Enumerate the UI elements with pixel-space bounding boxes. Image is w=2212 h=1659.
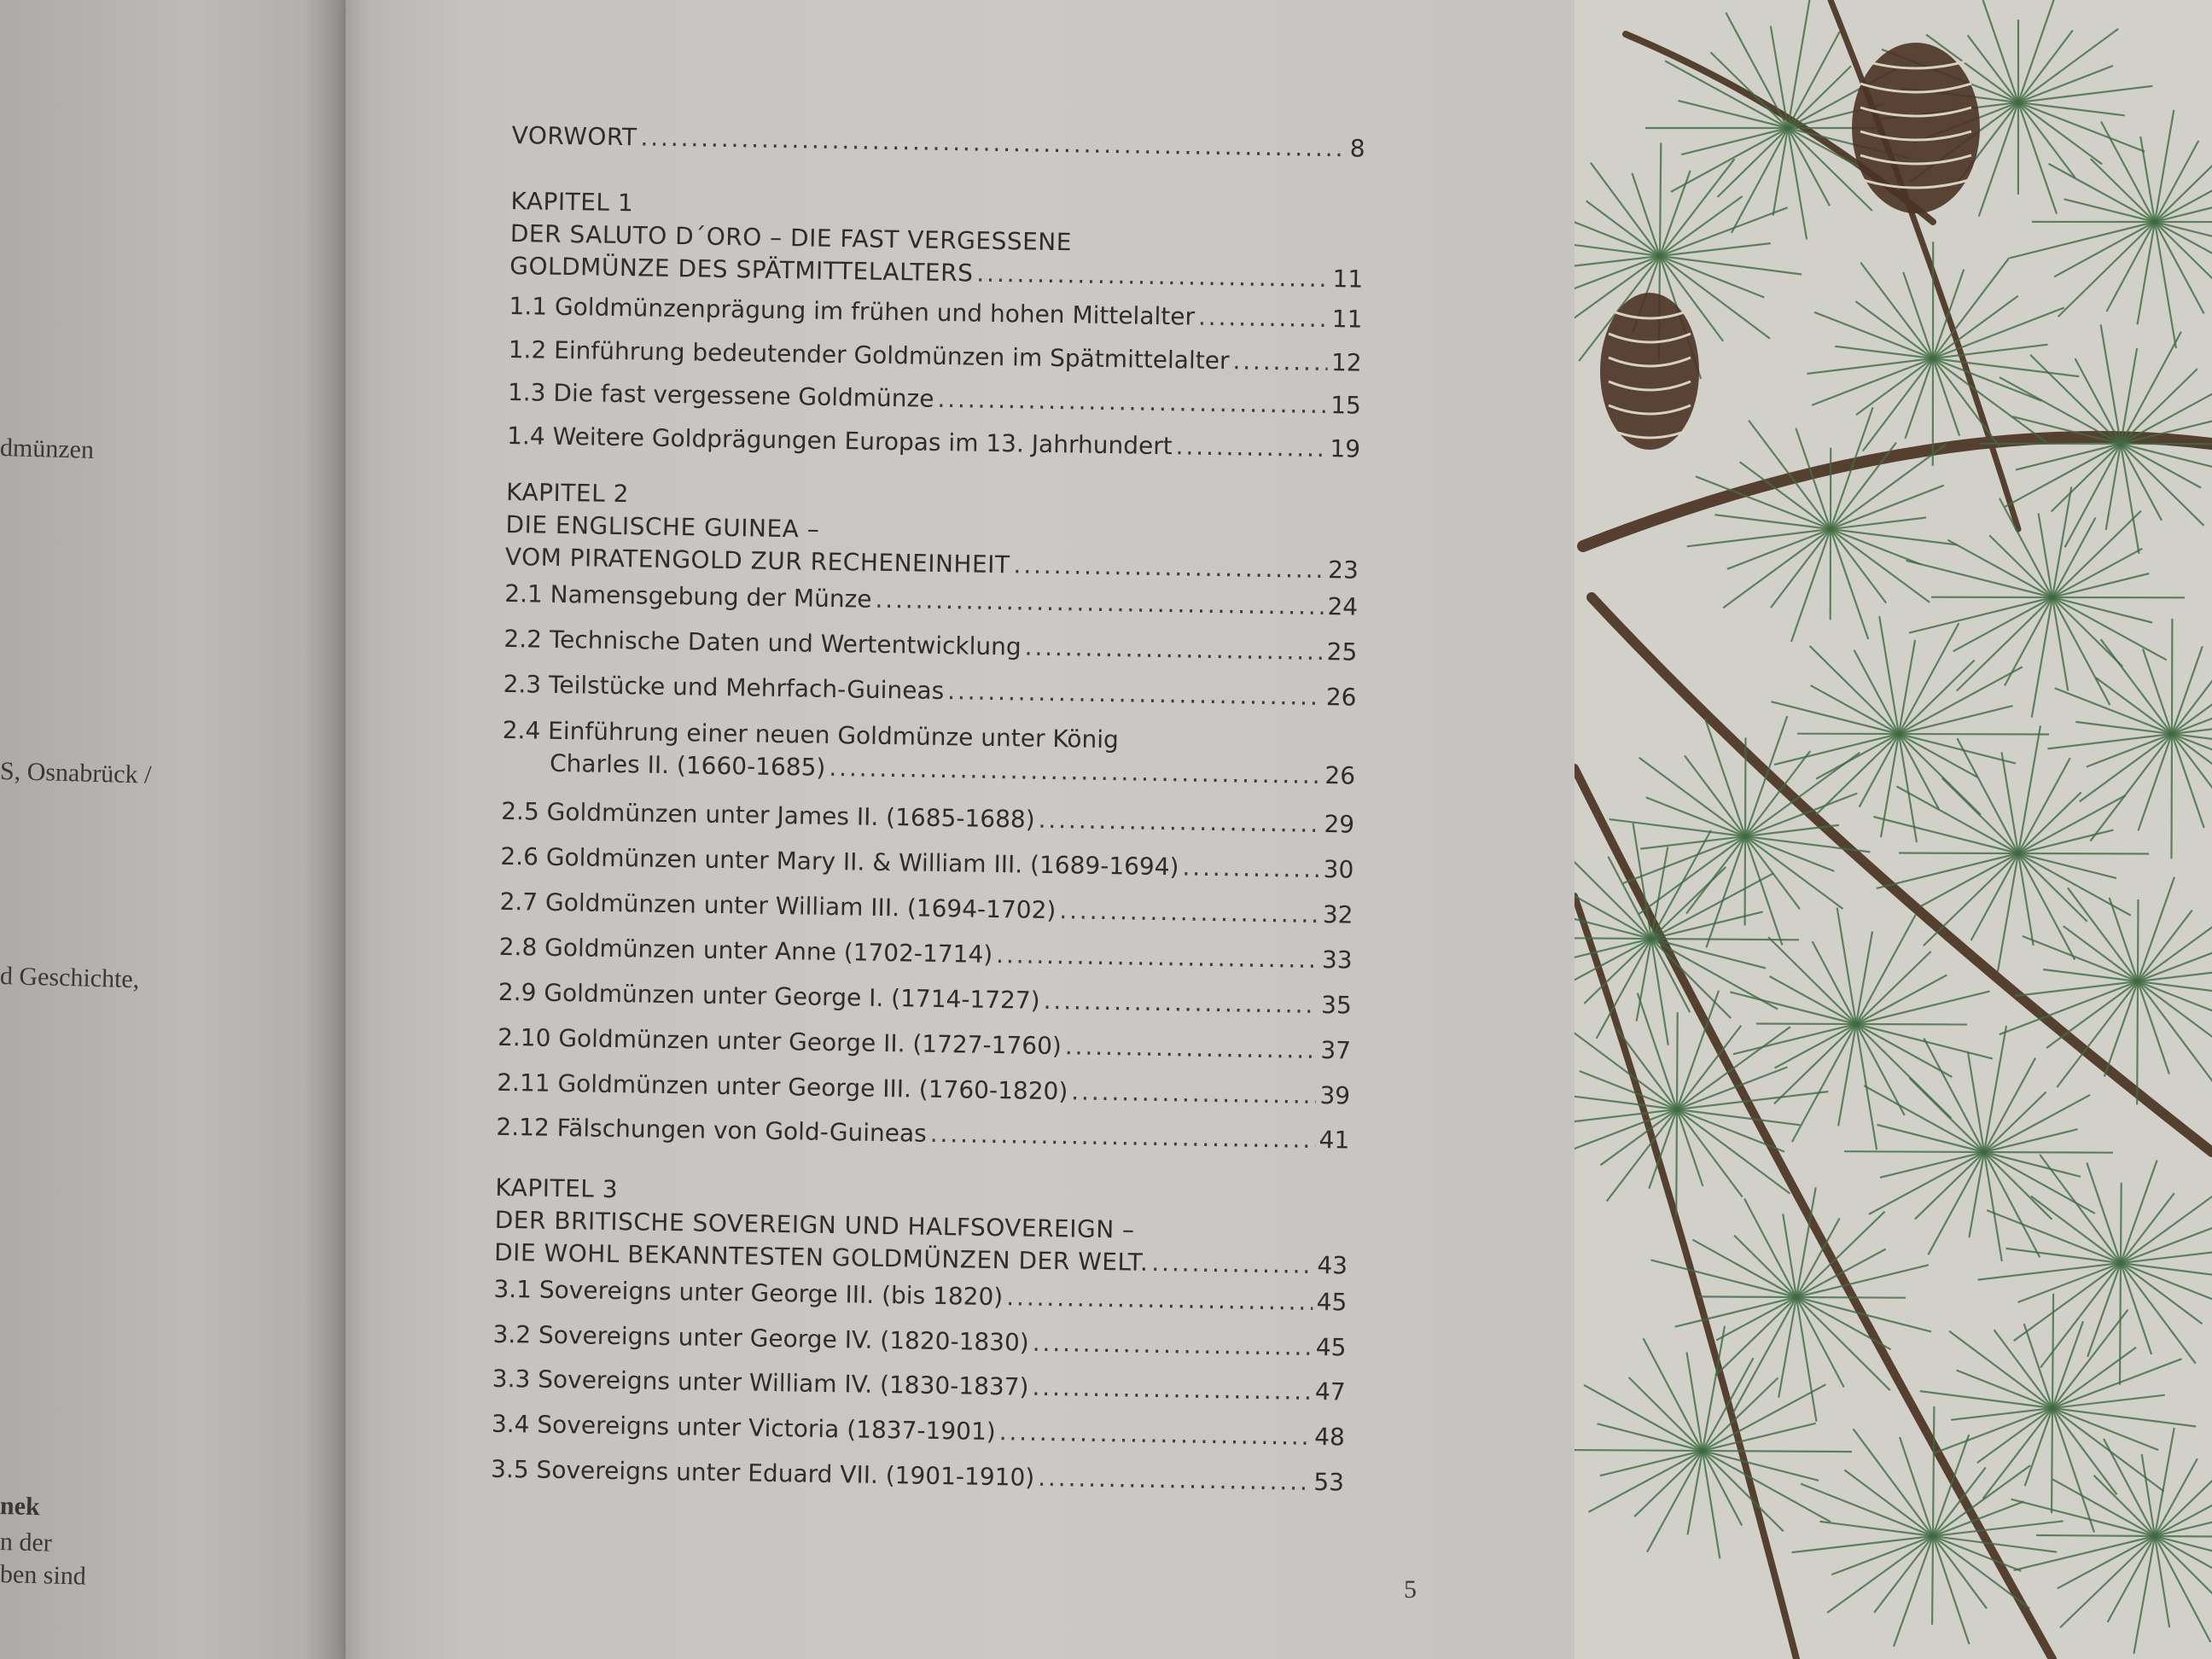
toc-entry-title: 2.6 Goldmünzen unter Mary II. & William III. (1689-1694): [500, 841, 1179, 882]
toc-entry-line: [499, 886, 1353, 932]
pine-needle: [1600, 1451, 1703, 1476]
pine-needle: [2143, 649, 2172, 734]
pine-needle: [1745, 737, 1746, 836]
toc-entry-title: 2.2 Technische Daten und Wertentwicklung: [504, 624, 1022, 661]
toc-entry-line: [501, 795, 1354, 841]
toc-entry: [511, 119, 1365, 166]
pine-needle: [2110, 898, 2138, 981]
pine-needle: [2024, 1324, 2052, 1408]
pine-needle: [1933, 1536, 1970, 1644]
toc-page-number: 11: [1332, 265, 1364, 294]
toc-entry: [505, 476, 1360, 587]
pine-needle: [1856, 1024, 1967, 1025]
toc-page-number: 43: [1317, 1250, 1348, 1280]
toc-leader-dots: [1059, 894, 1319, 931]
toc-entry-line: [497, 1067, 1350, 1113]
pine-needle: [2121, 1161, 2157, 1264]
toc-page-number: 24: [1327, 592, 1359, 621]
pine-needle: [1979, 102, 2018, 217]
toc-entry: [500, 841, 1353, 887]
pine-needle: [2011, 1499, 2156, 1536]
pine-needle: [1827, 1536, 1933, 1613]
pine-needle: [2052, 597, 2152, 623]
pine-needle: [1774, 734, 1899, 765]
toc-entry-title: VOM PIRATENGOLD ZUR RECHENEINHEIT: [504, 542, 1010, 579]
pine-needle: [1873, 817, 2018, 853]
toc-entry-title: 2.7 Goldmünzen unter William III. (1694-1702): [499, 887, 1057, 925]
toc-page-number: 12: [1330, 348, 1362, 377]
pine-needle: [1703, 1451, 1819, 1481]
toc-entry-line: [511, 119, 1365, 166]
toc-entry-title: DER BRITISCHE SOVEREIGN UND HALFSOVEREIGN –: [494, 1205, 1135, 1244]
pine-branch-print: [1575, 0, 2212, 1659]
pine-needle: [2137, 981, 2138, 1105]
pine-needle: [1660, 143, 1661, 256]
toc-leader-dots: [1038, 1462, 1311, 1499]
pine-needle: [1856, 992, 1990, 1024]
toc-leader-dots: [1032, 1371, 1312, 1408]
pine-needle: [1745, 716, 1787, 836]
toc-leader-dots: [1006, 1281, 1313, 1318]
toc-entry-line: [498, 1022, 1351, 1068]
pine-needle: [2018, 853, 2116, 878]
pine-needle: [1733, 1024, 1856, 1054]
pine-needle: [2139, 734, 2173, 830]
pine-needle: [1675, 1297, 1796, 1327]
pine-needle: [2014, 1536, 2155, 1570]
pine-needle: [2010, 222, 2155, 258]
toc-entry-title: 3.4 Sovereigns unter Victoria (1837-1901): [491, 1409, 996, 1447]
toc-entry-title: 2.11 Goldmünzen unter George III. (1760-1820): [497, 1068, 1068, 1106]
pine-pattern-fabric: [1575, 0, 2212, 1659]
pine-needle: [2025, 1408, 2052, 1486]
pine-needle: [2018, 830, 2113, 853]
toc-leader-dots: [1032, 1327, 1313, 1364]
toc-leader-dots: [1013, 549, 1324, 586]
pine-needle: [2018, 853, 2149, 854]
toc-leader-dots: [937, 383, 1327, 422]
toc-entry-title: 2.12 Fälschungen von Gold-Guineas: [496, 1112, 928, 1148]
pine-needle: [1677, 1027, 1790, 1109]
pine-needle: [1844, 1151, 1984, 1152]
pine-needle: [1899, 734, 2049, 735]
toc-page-number: 37: [1320, 1036, 1352, 1065]
pine-needle: [1638, 993, 1677, 1109]
pine-needle: [2172, 734, 2204, 828]
pine-needle: [2121, 1248, 2212, 1263]
left-page-text-fragment: n der: [0, 1528, 53, 1557]
pine-needle: [1791, 529, 1831, 642]
toc-page-number: 15: [1330, 391, 1362, 420]
pine-needle: [2018, 0, 2055, 102]
pine-needle: [1932, 1536, 1933, 1625]
pine-needle: [1880, 1152, 1984, 1178]
page-number: 5: [1404, 1575, 1417, 1604]
toc-page-number: 19: [1330, 434, 1361, 463]
toc-leader-dots: [875, 584, 1324, 623]
toc-entry-title: DIE ENGLISCHE GUINEA –: [505, 509, 820, 544]
pine-needle: [1730, 992, 1856, 1025]
pine-needle: [1933, 358, 1959, 436]
toc-entry: [492, 1408, 1345, 1454]
pine-needle: [2052, 573, 2149, 597]
toc-entry: [508, 334, 1361, 380]
toc-page-number: 45: [1316, 1287, 1348, 1317]
toc-entry-title: DIE WOHL BEKANNTESTEN GOLDMÜNZEN DER WELT.: [493, 1237, 1149, 1277]
toc-entry-title: 3.2 Sovereigns unter George IV. (1820-1830): [492, 1319, 1030, 1357]
pine-needle: [1575, 256, 1660, 270]
toc-page-number: 30: [1323, 855, 1354, 884]
toc-leader-dots: [996, 939, 1318, 976]
pine-needle: [1983, 0, 2018, 102]
pine-needle: [1984, 1129, 2078, 1152]
pine-needle: [1984, 1152, 2113, 1153]
pine-needle: [2052, 1408, 2094, 1533]
toc-leader-dots: [829, 752, 1322, 792]
left-page-faded-text: [137, 333, 143, 362]
toc-leader-dots: [1151, 1247, 1314, 1282]
toc-entry: [504, 623, 1357, 669]
pine-needle: [1894, 1536, 1933, 1646]
toc-entry-line: [500, 841, 1353, 887]
pine-needle: [1756, 1024, 1856, 1025]
pine-needle: [1909, 597, 2052, 633]
toc-entry-title: 2.4 Einführung einer neuen Goldmünze unter König: [502, 715, 1120, 754]
toc-entry-title: 2.5 Goldmünzen unter James II. (1685-1688): [501, 796, 1035, 834]
toc-page-number: 35: [1320, 991, 1353, 1020]
pine-needle: [1677, 1109, 1703, 1186]
toc-entry-line: [498, 931, 1352, 977]
left-page-text-fragment: S, Osnabrück /: [0, 757, 152, 789]
toc-entry-title: 1.1 Goldmünzenprägung im frühen und hohen Mittelalter: [509, 291, 1196, 331]
toc-entry: [492, 1318, 1346, 1365]
pine-needle: [2138, 981, 2212, 995]
toc-entry-title: 3.3 Sovereigns unter William IV. (1830-1837): [492, 1364, 1029, 1401]
pine-needle: [2138, 877, 2174, 981]
left-page-text-fragment: dmünzen: [0, 434, 95, 464]
pine-needle: [1796, 1265, 1929, 1297]
left-page-text-fragment: nek: [0, 1492, 41, 1522]
toc-entry-line: [504, 623, 1357, 669]
toc-entry-title: 3.1 Sovereigns unter George III. (bis 1820): [493, 1274, 1004, 1312]
pine-needle: [2121, 1263, 2151, 1354]
branch: [1583, 437, 2212, 546]
pine-needle: [1703, 1451, 1852, 1452]
pine-needle: [2155, 134, 2212, 222]
left-page-text-fragment: ben sind: [0, 1560, 87, 1591]
pine-needle: [1906, 561, 2052, 597]
table-of-contents: [490, 119, 1365, 1497]
pine-needle: [1575, 1092, 1677, 1109]
toc-leader-dots: [1071, 1075, 1317, 1112]
toc-leader-dots: [1232, 345, 1328, 379]
toc-entry: [498, 931, 1352, 977]
pine-needle: [1984, 1152, 2081, 1177]
toc-page-number: 29: [1324, 810, 1355, 839]
toc-entry-title: GOLDMÜNZE DES SPÄTMITTELALTERS: [509, 251, 974, 288]
toc-entry-title: KAPITEL 2: [505, 477, 630, 509]
pine-needle: [2016, 444, 2121, 470]
toc-entry-title: 2.1 Namensgebung der Münze: [504, 579, 872, 614]
toc-entry: [507, 420, 1360, 466]
pine-needle: [1651, 939, 1799, 940]
toc-entry: [509, 290, 1362, 336]
pine-needle: [1772, 701, 1900, 734]
toc-entry: [498, 1022, 1351, 1068]
toc-entry-line: [498, 976, 1352, 1022]
pine-needle: [1703, 1423, 1816, 1451]
toc-entry-title: DER SALUTO D´ORO – DIE FAST VERGESSENE: [509, 218, 1073, 257]
pine-needle: [2018, 102, 2057, 214]
toc-entry: [501, 795, 1354, 841]
contents-page: [346, 0, 1575, 1659]
toc-leader-dots: [998, 1416, 1311, 1453]
pine-needle: [2036, 1535, 2155, 1536]
pine-needle: [1903, 272, 1933, 358]
pine-needle: [1909, 1078, 1984, 1152]
toc-entry-title: 2.3 Teilstücke und Mehrfach-Guineas: [503, 669, 945, 706]
toc-leader-dots: [1043, 985, 1318, 1022]
pine-needle: [1651, 939, 1731, 1018]
pine-needle: [1575, 938, 1651, 939]
toc-page-number: 33: [1321, 946, 1353, 975]
toc-entry-line: [508, 376, 1361, 422]
left-book-page: [0, 0, 346, 1659]
pine-needle: [1660, 171, 1691, 256]
toc-leader-dots: [640, 121, 1347, 165]
toc-entry: [508, 376, 1361, 422]
pine-needle: [2087, 1162, 2121, 1263]
toc-leader-dots: [929, 1118, 1316, 1156]
toc-entry: [499, 886, 1353, 932]
toc-entry: [497, 1067, 1350, 1113]
toc-page-number: 53: [1313, 1467, 1345, 1497]
pine-needle: [2138, 981, 2169, 1074]
pine-needle: [2064, 199, 2156, 222]
toc-entry-line: [507, 420, 1360, 466]
pine-needle: [1651, 1260, 1797, 1297]
pine-needle: [1768, 937, 1856, 1024]
toc-entry-title: 1.2 Einführung bedeutender Goldmünzen im Spätmittelalter: [508, 335, 1230, 375]
toc-entry-title: VORWORT: [511, 120, 637, 152]
pine-needle: [1856, 1024, 1993, 1059]
toc-entry: [496, 1111, 1349, 1157]
toc-page-number: 39: [1319, 1081, 1351, 1110]
toc-page-number: 48: [1313, 1422, 1346, 1452]
toc-entry: [503, 668, 1356, 714]
pine-needle: [2120, 1263, 2121, 1385]
pine-needle: [1810, 646, 1899, 734]
pine-needle: [2155, 1536, 2212, 1537]
toc-page-number: 23: [1327, 556, 1359, 585]
pine-needle: [1933, 1406, 1934, 1536]
pine-needle: [1900, 1437, 1933, 1536]
branch: [1575, 896, 1796, 1659]
pine-needle: [2155, 1536, 2212, 1628]
toc-entry-line: [492, 1363, 1346, 1409]
pine-needle: [1677, 1012, 1678, 1109]
toc-page-number: 45: [1315, 1332, 1347, 1362]
toc-page-number: 26: [1325, 683, 1357, 712]
toc-entry-title: KAPITEL 3: [495, 1173, 619, 1204]
toc-leader-dots: [947, 675, 1323, 713]
toc-page-number: 41: [1318, 1126, 1350, 1155]
toc-entry-title: 3.5 Sovereigns unter Eduard VII. (1901-1910): [490, 1454, 1035, 1492]
pine-needle: [1906, 358, 1934, 439]
pine-needle: [1877, 1125, 1985, 1152]
toc-leader-dots: [1024, 632, 1324, 668]
toc-entry: [498, 976, 1352, 1022]
pine-needle: [1676, 1109, 1677, 1216]
toc-leader-dots: [1175, 430, 1326, 465]
pine-needle: [1698, 1296, 1796, 1297]
toc-leader-dots: [1198, 301, 1329, 335]
toc-entry-title: KAPITEL 1: [510, 186, 634, 218]
toc-entry: [492, 1363, 1346, 1409]
toc-page-number: 47: [1314, 1377, 1346, 1406]
toc-entry-line: [509, 290, 1362, 336]
pine-needle: [1632, 173, 1660, 256]
toc-entry-line: [496, 1111, 1349, 1157]
toc-entry-title: Charles II. (1660-1685): [549, 748, 826, 782]
toc-entry-line: [503, 668, 1356, 714]
pine-needle: [2052, 1294, 2053, 1408]
toc-leader-dots: [976, 258, 1330, 295]
toc-entry: [502, 714, 1356, 793]
pine-needle: [1831, 529, 1868, 639]
pine-needle: [1598, 1423, 1703, 1451]
pine-needle: [2172, 734, 2173, 859]
toc-entry-line: [491, 1453, 1344, 1499]
toc-entry-title: 2.10 Goldmünzen unter George II. (1727-1760): [497, 1022, 1062, 1061]
pine-needle: [2014, 1263, 2121, 1341]
pine-needle: [2104, 981, 2138, 1077]
toc-entry: [494, 1172, 1349, 1283]
toc-entry: [491, 1453, 1344, 1499]
pine-needle: [2138, 899, 2139, 981]
pine-needle: [2087, 1263, 2121, 1357]
pine-needle: [1899, 706, 2013, 734]
toc-page-number: 8: [1349, 134, 1365, 163]
pine-needle: [1629, 1377, 1703, 1451]
left-page-faded-heading: [144, 538, 157, 588]
pine-needle: [1745, 836, 1782, 945]
toc-entry-line: [492, 1318, 1346, 1365]
pine-needle: [1796, 1297, 1906, 1298]
pine-needle: [2172, 734, 2212, 776]
toc-page-number: 25: [1326, 637, 1358, 667]
pine-needle: [2138, 909, 2212, 981]
toc-entry-line: [492, 1408, 1345, 1454]
toc-page-number: 32: [1322, 900, 1353, 929]
pine-needle: [2172, 646, 2203, 734]
toc-page-number: 11: [1331, 305, 1363, 334]
toc-entry: [509, 185, 1365, 296]
toc-leader-dots: [1065, 1030, 1318, 1067]
pine-needle: [1899, 853, 2018, 854]
toc-entry-title: 1.3 Die fast vergessene Goldmünze: [507, 377, 934, 413]
left-page-text-fragment: d Geschichte,: [0, 962, 140, 994]
toc-page-number: 26: [1324, 761, 1356, 790]
pine-needle: [1681, 128, 1788, 154]
pine-cone: [1600, 293, 1699, 450]
pine-needle: [1575, 1450, 1703, 1451]
pine-needle: [2052, 1321, 2083, 1408]
toc-leader-dots: [1182, 851, 1320, 886]
toc-entry-title: 2.9 Goldmünzen unter George I. (1714-1727): [498, 977, 1040, 1015]
pine-needle: [1651, 911, 1763, 939]
toc-entry-title: 1.4 Weitere Goldprägungen Europas im 13. Jahrhundert: [506, 421, 1173, 461]
toc-entry-title: 2.8 Goldmünzen unter Anne (1702-1714): [498, 932, 993, 969]
pine-needle: [2121, 1183, 2122, 1263]
toc-entry-line: [508, 334, 1361, 380]
pine-needle: [1877, 853, 2018, 888]
toc-leader-dots: [1038, 804, 1320, 841]
